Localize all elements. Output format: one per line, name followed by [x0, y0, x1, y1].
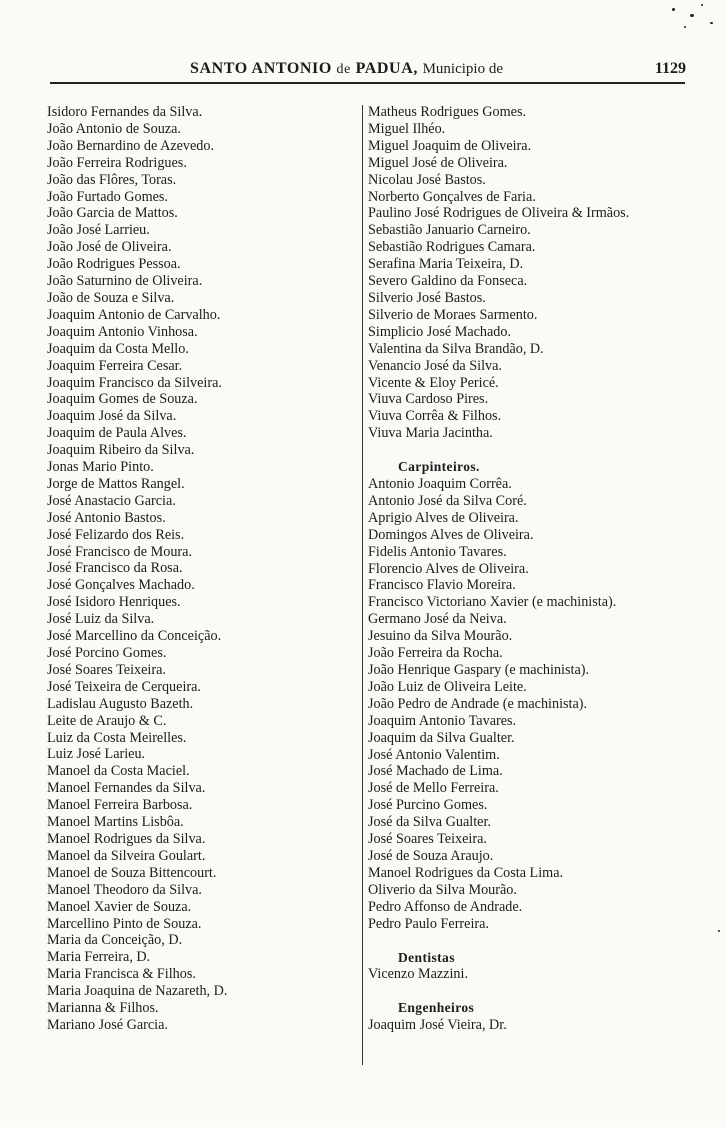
right-column — [368, 104, 698, 1034]
list-item: Joaquim Antonio de Carvalho. — [47, 306, 221, 323]
carpinteiros-list — [368, 476, 698, 932]
list-item: Joaquim Ribeiro da Silva. — [47, 442, 195, 459]
list-item: José de Souza Araujo. — [368, 847, 494, 864]
heading-dentistas: Dentistas — [398, 949, 455, 965]
list-item: Maria da Conceição, D. — [47, 932, 183, 949]
list-item: Marianna & Filhos. — [47, 1000, 159, 1017]
list-item: Francisco Flavio Moreira. — [368, 577, 516, 594]
list-item: Manoel da Silveira Goulart. — [47, 847, 206, 864]
list-item: José Isidoro Henriques. — [47, 594, 181, 611]
list-item: Luiz José Larieu. — [47, 746, 146, 763]
list-item: Maria Francisca & Filhos. — [47, 966, 196, 983]
list-item: Paulino José Rodrigues de Oliveira & Irmãos. — [368, 205, 630, 222]
list-item: José Francisco da Rosa. — [47, 560, 183, 577]
list-item: José Machado de Lima. — [368, 763, 503, 780]
list-item: Jorge de Mattos Rangel. — [47, 475, 185, 492]
list-item: Viuva Maria Jacintha. — [368, 425, 493, 442]
list-item: Joaquim José da Silva. — [47, 408, 177, 425]
list-item: José Felizardo dos Reis. — [47, 526, 185, 543]
list-item: Manoel de Souza Bittencourt. — [47, 864, 217, 881]
list-item: João Antonio de Souza. — [47, 120, 181, 137]
engenheiros-list — [368, 1017, 698, 1034]
list-item: Jonas Mario Pinto. — [47, 459, 154, 476]
list-item: Joaquim Ferreira Cesar. — [47, 357, 183, 374]
list-item: Vicenzo Mazzini. — [368, 966, 468, 983]
running-title: SANTO ANTONIO de PADUA, Municipio de — [190, 60, 503, 77]
list-item: Maria Joaquina de Nazareth, D. — [47, 983, 228, 1000]
list-item: Nicolau José Bastos. — [368, 171, 486, 188]
list-item: João Rodrigues Pessoa. — [47, 256, 181, 273]
list-item: Miguel Ilhéo. — [368, 120, 446, 137]
list-item: Francisco Victoriano Xavier (e machinista). — [368, 594, 617, 611]
list-item: José Soares Teixeira. — [47, 661, 166, 678]
list-item: Joaquim Gomes de Souza. — [47, 391, 198, 408]
list-item: José Purcino Gomes. — [368, 797, 488, 814]
list-item: Jesuino da Silva Mourão. — [368, 628, 513, 645]
list-item: Serafina Maria Teixeira, D. — [368, 256, 524, 273]
list-item: Fidelis Antonio Tavares. — [368, 543, 507, 560]
continued-list — [368, 104, 698, 442]
list-item: Domingos Alves de Oliveira. — [368, 526, 534, 543]
list-item: Maria Ferreira, D. — [47, 949, 151, 966]
list-item: João Furtado Gomes. — [47, 188, 168, 205]
list-item: Miguel Joaquim de Oliveira. — [368, 137, 532, 154]
list-item: Ladislau Augusto Bazeth. — [47, 695, 194, 712]
list-item: Matheus Rodrigues Gomes. — [368, 104, 527, 120]
list-item: Silverio José Bastos. — [368, 289, 486, 306]
page-header — [50, 60, 690, 82]
list-item: Manoel Xavier de Souza. — [47, 898, 192, 915]
list-item: José Antonio Bastos. — [47, 509, 166, 526]
list-item: João Bernardino de Azevedo. — [47, 137, 215, 154]
list-item: Florencio Alves de Oliveira. — [368, 560, 529, 577]
list-item: José Anastacio Garcia. — [47, 492, 176, 509]
list-item: João Saturnino de Oliveira. — [47, 273, 203, 290]
list-item: Pedro Affonso de Andrade. — [368, 898, 523, 915]
list-item: Manoel da Costa Maciel. — [47, 763, 190, 780]
list-item: Joaquim da Silva Gualter. — [368, 729, 515, 746]
left-column — [47, 104, 357, 1034]
list-item: João Henrique Gaspary (e machinista). — [368, 662, 590, 678]
list-item: Leite de Araujo & C. — [47, 712, 167, 729]
list-item: Aprigio Alves de Oliveira. — [368, 509, 519, 526]
list-item: Vicente & Eloy Pericé. — [368, 374, 499, 391]
list-item: José Soares Teixeira. — [368, 831, 487, 848]
list-item: Manoel Rodrigues da Silva. — [47, 830, 206, 847]
list-item: Miguel José de Oliveira. — [368, 154, 508, 171]
list-item: João Ferreira Rodrigues. — [47, 154, 187, 171]
list-item: João Pedro de Andrade (e machinista). — [368, 695, 588, 712]
list-item: Germano José da Neiva. — [368, 611, 507, 628]
list-item: Sebastião Januario Carneiro. — [368, 222, 531, 239]
list-item: João Garcia de Mattos. — [47, 205, 178, 222]
list-item: Manoel Martins Lisbôa. — [47, 814, 184, 831]
list-item: João das Flôres, Toras. — [47, 171, 177, 188]
list-item: Venancio José da Silva. — [368, 357, 502, 374]
list-item: Manoel Theodoro da Silva. — [47, 881, 202, 898]
list-item: Sebastião Rodrigues Camara. — [368, 239, 536, 256]
list-item: Antonio Joaquim Corrêa. — [368, 476, 512, 493]
list-item: Silverio de Moraes Sarmento. — [368, 306, 538, 323]
list-item: Luiz da Costa Meirelles. — [47, 729, 187, 746]
running-subtitle: Municipio de — [422, 61, 503, 77]
list-item: João Luiz de Oliveira Leite. — [368, 678, 527, 695]
list-item: José Francisco de Moura. — [47, 543, 192, 560]
list-item: Isidoro Fernandes da Silva. — [47, 104, 203, 120]
list-item: José Marcellino da Conceição. — [47, 628, 222, 645]
page-number: 1129 — [654, 60, 686, 77]
list-item: Viuva Cardoso Pires. — [368, 391, 489, 408]
list-item: Joaquim de Paula Alves. — [47, 425, 187, 442]
list-item: José Teixeira de Cerqueira. — [47, 678, 201, 695]
list-item: Joaquim Antonio Tavares. — [368, 712, 517, 729]
list-item: Joaquim Antonio Vinhosa. — [47, 323, 198, 340]
list-item: João José de Oliveira. — [47, 239, 172, 256]
list-item: Joaquim da Costa Mello. — [47, 340, 189, 357]
list-item: Viuva Corrêa & Filhos. — [368, 408, 502, 425]
column-divider — [362, 105, 363, 1065]
list-item: Manoel Ferreira Barbosa. — [47, 797, 193, 814]
list-item: Joaquim José Vieira, Dr. — [368, 1017, 507, 1034]
list-item: José de Mello Ferreira. — [368, 780, 499, 797]
list-item: Manoel Rodrigues da Costa Lima. — [368, 864, 564, 881]
list-item: Joaquim Francisco da Silveira. — [47, 374, 222, 391]
list-item: José Porcino Gomes. — [47, 645, 167, 661]
list-item: Antonio José da Silva Coré. — [368, 492, 527, 509]
list-item: Manoel Fernandes da Silva. — [47, 780, 206, 797]
list-item: José da Silva Gualter. — [368, 814, 491, 831]
list-item: José Antonio Valentim. — [368, 746, 500, 763]
list-item: José Gonçalves Machado. — [47, 577, 195, 594]
dentistas-list — [368, 966, 698, 983]
list-item: Marcellino Pinto de Souza. — [47, 915, 202, 932]
heading-carpinteiros: Carpinteiros. — [398, 459, 480, 475]
list-item: João Ferreira da Rocha. — [368, 645, 503, 662]
header-rule — [50, 82, 685, 84]
list-item: João de Souza e Silva. — [47, 289, 175, 306]
list-item: João José Larrieu. — [47, 222, 150, 239]
list-item: Mariano José Garcia. — [47, 1016, 168, 1033]
heading-engenheiros: Engenheiros — [398, 1000, 475, 1016]
list-item: Severo Galdino da Fonseca. — [368, 273, 528, 290]
list-item: Oliverio da Silva Mourão. — [368, 881, 517, 898]
list-item: Norberto Gonçalves de Faria. — [368, 188, 536, 205]
list-item: Simplicio José Machado. — [368, 323, 512, 340]
list-item: Valentina da Silva Brandão, D. — [368, 340, 544, 357]
list-item: José Luiz da Silva. — [47, 611, 155, 628]
list-item: Pedro Paulo Ferreira. — [368, 915, 489, 932]
